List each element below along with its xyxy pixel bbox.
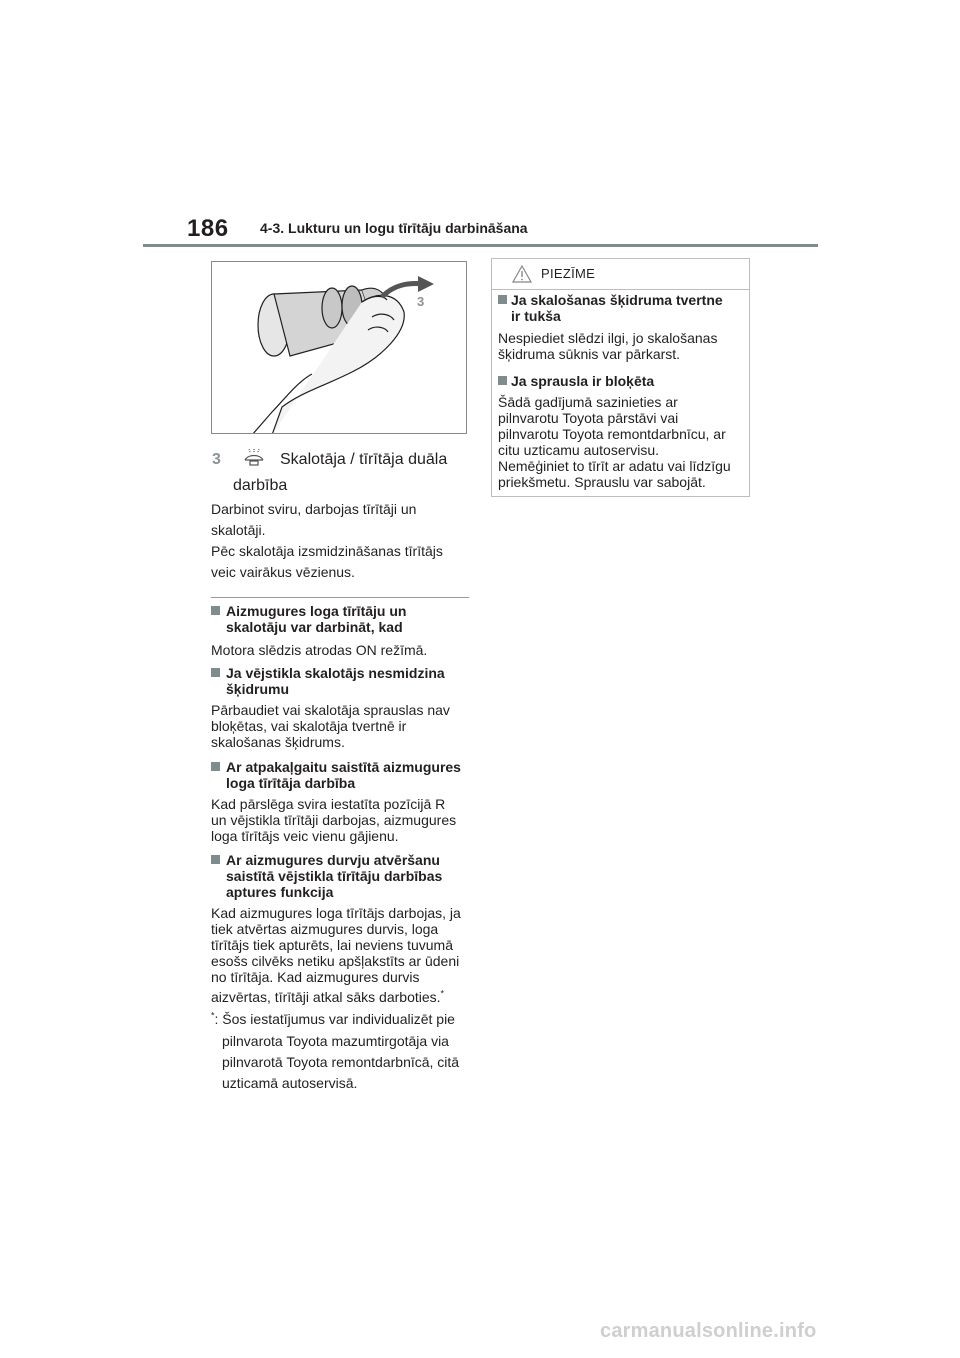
watermark: carmanualsonline.info	[600, 1320, 817, 1342]
notice-title: PIEZĪME	[541, 266, 596, 281]
section-heading-2: Ja vējstikla skalotājs nesmidzina šķidrumu	[211, 665, 469, 697]
section-body-3: Kad pārslēga svira iestatīta pozīcijā R un vējstikla tīrītāji darbojas, aizmugures loga tīrītājs veic vienu gājienu.	[211, 796, 457, 844]
item-title-line2: darbība	[233, 477, 288, 494]
item-paragraph-2	[211, 541, 469, 583]
notice-header	[492, 259, 749, 290]
notice-item-body-2: Šādā gadījumā sazinieties ar pilnvarotu Toyota pārstāvi vai pilnvarotu Toyota remontdarbnīcu, ar citu uzticamu autoservisu. Nemēģiniet to tīrīt ar adatu vai līdzīgu priekšmetu. Sprauslu var sabojāt.	[498, 394, 731, 490]
footnote-line-4: uzticamā autoservisā.	[222, 1075, 358, 1091]
footnote-line-1: *: Šos iestatījumus var individualizēt pie	[211, 1010, 455, 1027]
footnote-marker: *	[440, 988, 445, 999]
section-title: 4-3. Lukturu un logu tīrītāju darbināšana	[260, 220, 528, 236]
bullet-square-icon	[498, 295, 507, 304]
section-heading-1: Aizmugures loga tīrītāju un skalotāju var darbināt, kad	[211, 603, 469, 635]
text-line: Pēc skalotāja izsmidzināšanas tīrītājs	[211, 543, 443, 559]
bullet-square-icon	[498, 376, 507, 385]
page-number: 186	[187, 215, 229, 242]
washer-icon	[242, 448, 266, 468]
section-body-2: Pārbaudiet vai skalotāja sprauslas nav bloķētas, vai skalotāja tvertnē ir skalošanas šķidrums.	[211, 702, 450, 750]
item-title-line1: Skalotāja / tīrītāja duāla	[280, 451, 448, 468]
notice-box	[491, 258, 750, 497]
notice-item-heading-2: Ja sprausla ir bloķēta	[498, 373, 743, 389]
section-body-4-last: aizvērtas, tīrītāji atkal sāks darboties.*	[211, 988, 445, 1005]
notice-item-body-1: Nespiediet slēdzi ilgi, jo skalošanas šķidruma sūknis var pārkarst.	[498, 330, 718, 362]
item-heading	[212, 448, 472, 472]
footnote-line-3: pilnvarotā Toyota remontdarbnīcā, citā	[222, 1054, 460, 1070]
section-heading-4: Ar aizmugures durvju atvēršanu saistītā vējstikla tīrītāju darbības aptures funkcija	[211, 852, 469, 900]
item-paragraph-1	[211, 499, 469, 541]
item-number: 3	[212, 451, 221, 468]
bullet-square-icon	[211, 855, 220, 864]
bullet-square-icon	[211, 762, 220, 771]
text-line: veic vairākus vēzienus.	[211, 564, 355, 580]
section-body-4: Kad aizmugures loga tīrītājs darbojas, ja tiek atvērtas aizmugures durvis, loga tīrītājs tiek apturēts, lai neviens tuvumā esošs cilvēks netiku apšļakstīts ar ūdeni no tīrītāja. Kad aizmugures durvis	[211, 905, 461, 985]
bullet-square-icon	[211, 668, 220, 677]
section-divider	[211, 597, 469, 598]
header-divider	[143, 244, 818, 247]
notice-item-heading-1: Ja skalošanas šķidruma tvertne ir tukša	[498, 292, 743, 324]
section-heading-3: Ar atpakaļgaitu saistītā aizmugures loga tīrītāja darbība	[211, 759, 469, 791]
section-body-1: Motora slēdzis atrodas ON režīmā.	[211, 642, 428, 658]
text-line: skalotāji.	[211, 522, 266, 538]
callout-label: 3	[417, 294, 425, 309]
warning-triangle-icon	[512, 265, 532, 283]
footnote-line-2: pilnvarota Toyota mazumtirgotāja via	[222, 1033, 449, 1049]
bullet-square-icon	[211, 606, 220, 615]
wiper-lever-illustration	[211, 261, 467, 434]
text-line: Darbinot sviru, darbojas tīrītāji un	[211, 501, 417, 517]
